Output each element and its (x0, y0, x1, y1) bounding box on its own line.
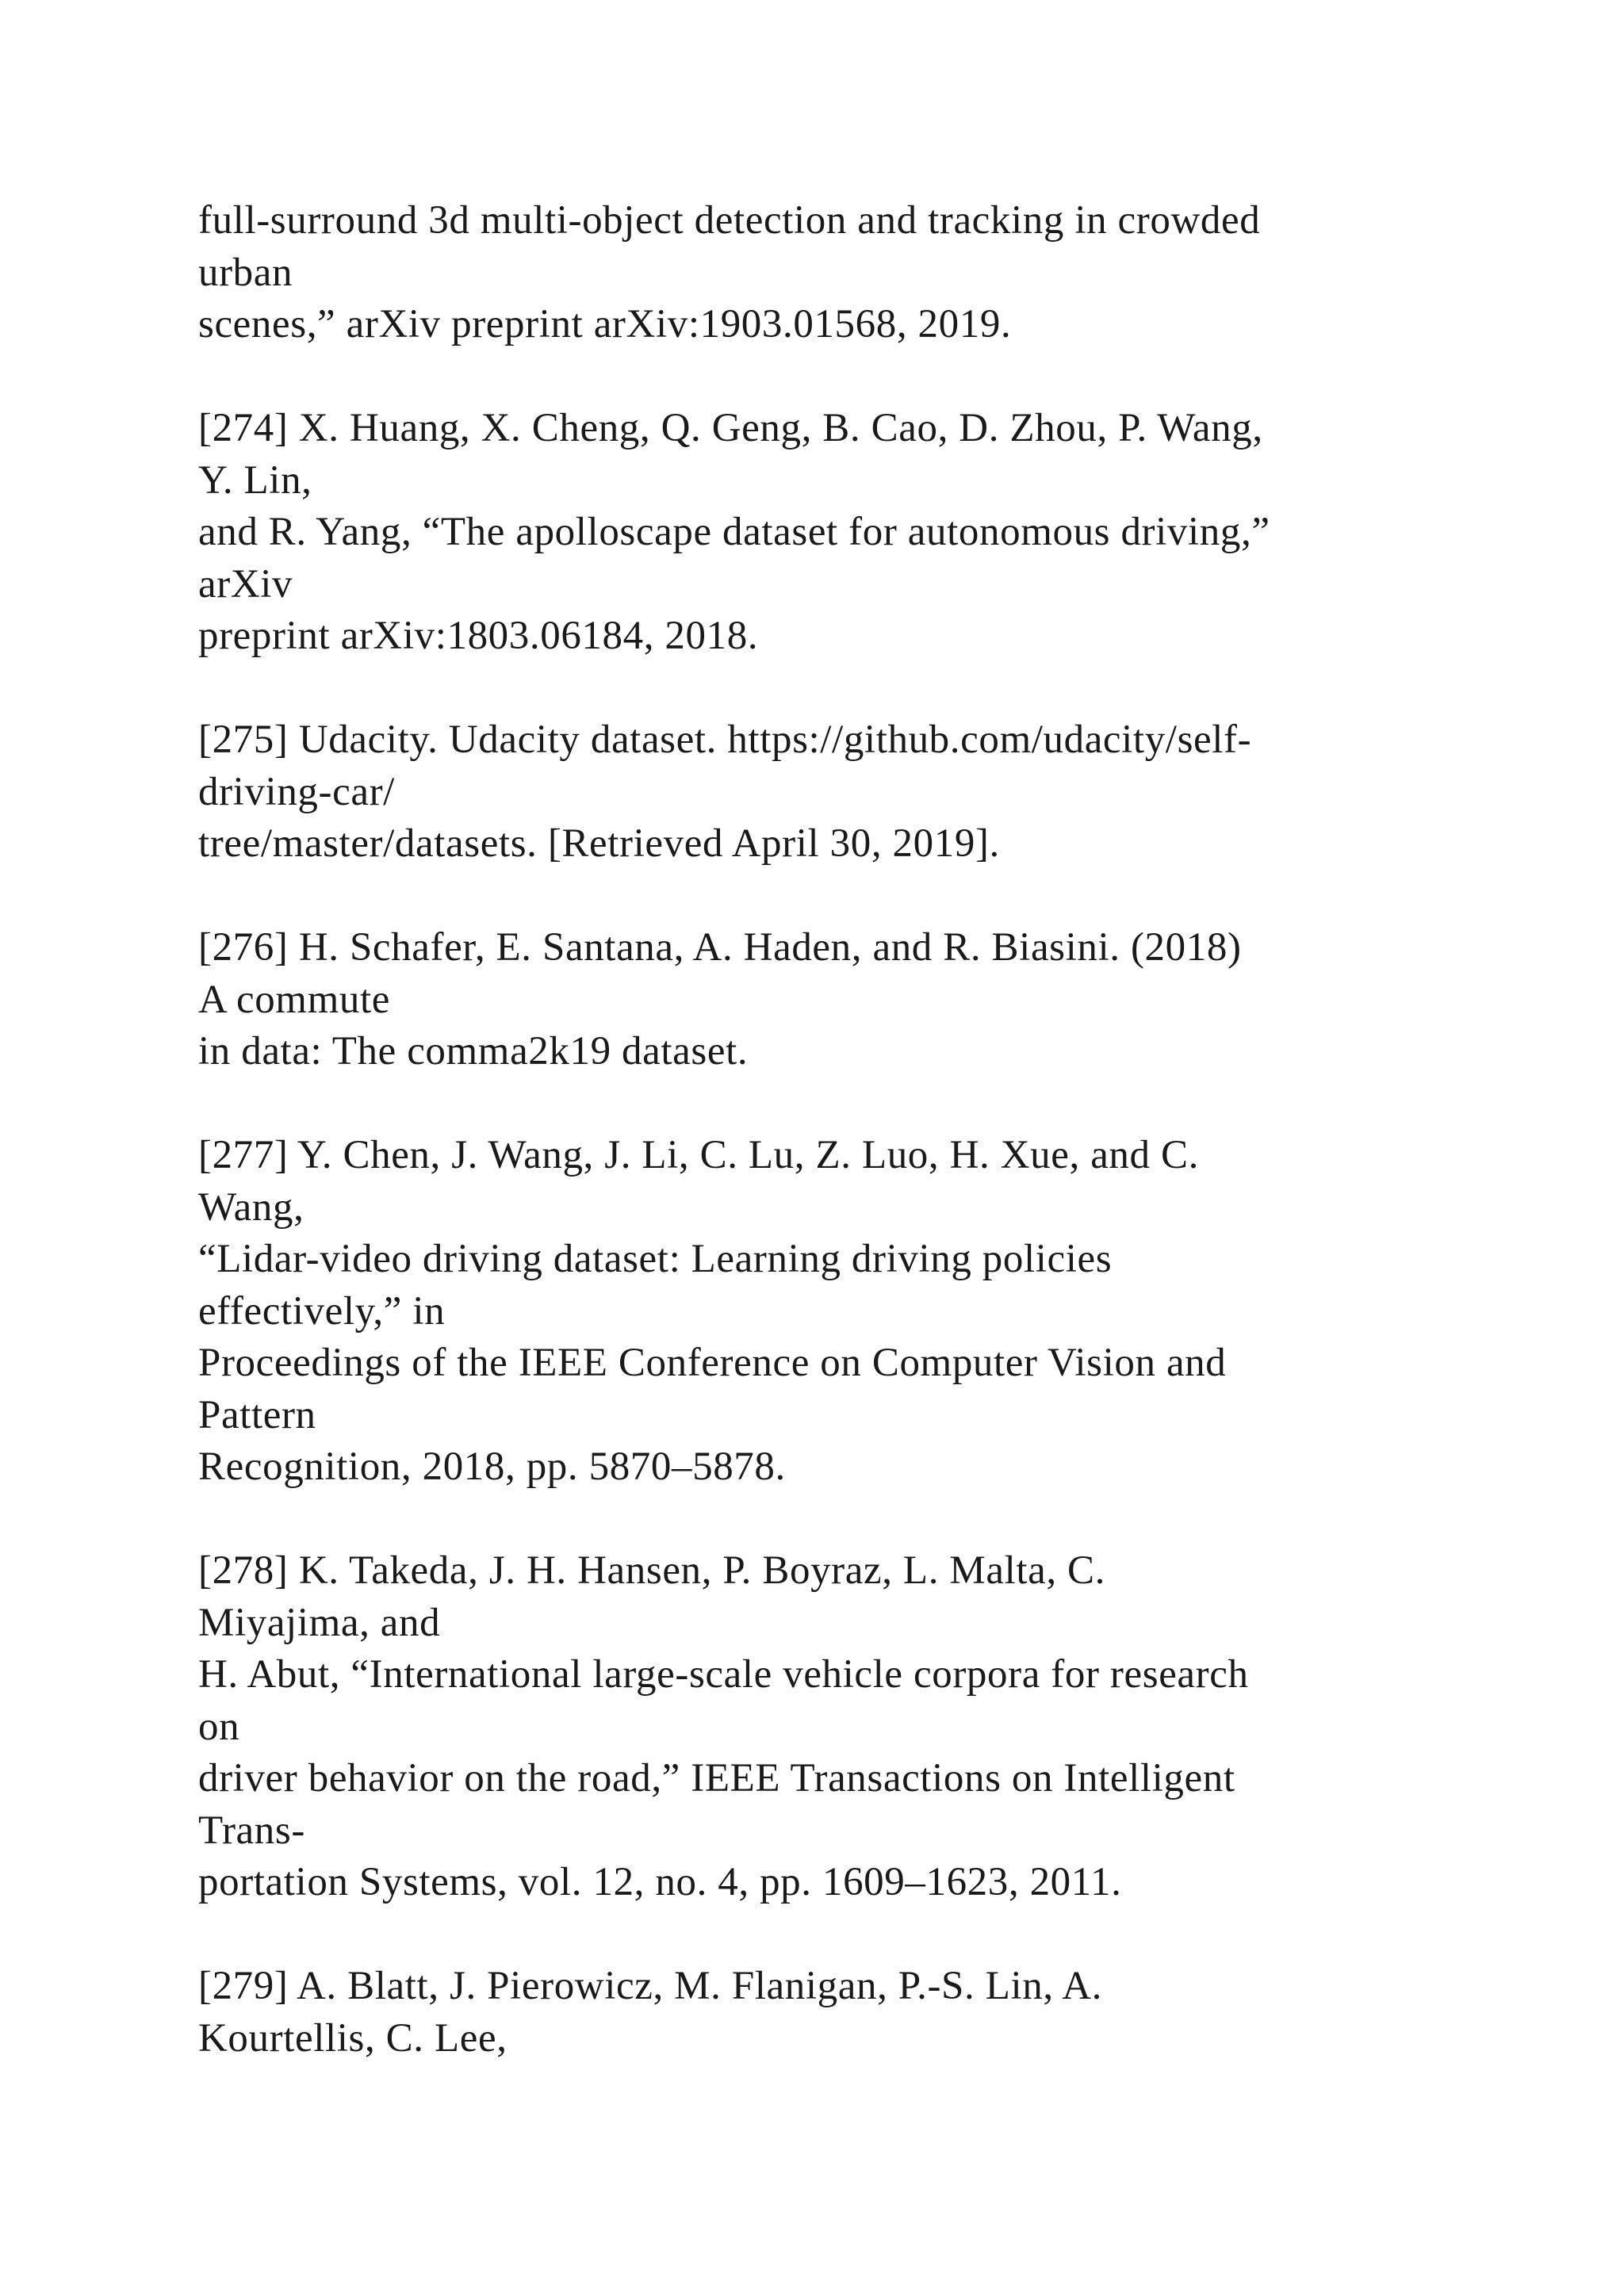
text-line: driver behavior on the road,” IEEE Transactions on Intelligent (198, 1756, 1235, 1800)
text-line: [277] Y. Chen, J. Wang, J. Li, C. Lu, Z. Luo, H. Xue, and C. (198, 1133, 1199, 1177)
text-line: portation Systems, vol. 12, no. 4, pp. 1609–1623, 2011. (198, 1860, 1122, 1904)
reference-list (198, 195, 1530, 2064)
reference-275 (198, 714, 1530, 871)
text-line: Kourtellis, C. Lee, (198, 2015, 508, 2061)
text-line: Wang, (198, 1184, 304, 1230)
text-line: [274] X. Huang, X. Cheng, Q. Geng, B. Cao, D. Zhou, P. Wang, (198, 406, 1263, 450)
text-line: Proceedings of the IEEE Conference on Computer Vision and (198, 1341, 1227, 1385)
text-line: Pattern (198, 1392, 316, 1437)
text-line: scenes,” arXiv preprint arXiv:1903.01568, 2019. (198, 302, 1012, 346)
text-line: [278] K. Takeda, J. H. Hansen, P. Boyraz, L. Malta, C. (198, 1548, 1106, 1593)
text-line: preprint arXiv:1803.06184, 2018. (198, 614, 759, 658)
text-line: “Lidar-video driving dataset: Learning driving policies (198, 1237, 1113, 1281)
reference-278 (198, 1545, 1530, 1909)
text-line: in data: The comma2k19 dataset. (198, 1029, 749, 1073)
text-line: Y. Lin, (198, 457, 312, 503)
text-line: and R. Yang, “The apolloscape dataset for autonomous driving,” (198, 510, 1270, 554)
text-line: [276] H. Schafer, E. Santana, A. Haden, and R. Biasini. (2018) (198, 925, 1242, 970)
reference-continuation-273 (198, 195, 1530, 351)
text-line: on (198, 1704, 240, 1749)
text-line: driving-car/ (198, 769, 395, 814)
text-line: Recognition, 2018, pp. 5870–5878. (198, 1445, 786, 1489)
text-line: H. Abut, “International large-scale vehicle corpora for research (198, 1652, 1249, 1697)
text-line: [279] A. Blatt, J. Pierowicz, M. Flanigan, P.-S. Lin, A. (198, 1964, 1102, 2008)
reference-274 (198, 403, 1530, 663)
text-line: tree/master/datasets. [Retrieved April 30, 2019]. (198, 821, 1000, 866)
text-line: Miyajima, and (198, 1600, 441, 1645)
text-line: arXiv (198, 561, 293, 607)
text-line: effectively,” in (198, 1288, 446, 1334)
text-line: A commute (198, 977, 390, 1022)
text-line: full-surround 3d multi-object detection and tracking in crowded (198, 198, 1261, 243)
text-line: [275] Udacity. Udacity dataset. https://github.com/udacity/self- (198, 718, 1252, 762)
text-line: urban (198, 250, 293, 295)
reference-277 (198, 1130, 1530, 1494)
text-line: Trans- (198, 1808, 305, 1853)
reference-279 (198, 1961, 1530, 2064)
reference-276 (198, 922, 1530, 1078)
